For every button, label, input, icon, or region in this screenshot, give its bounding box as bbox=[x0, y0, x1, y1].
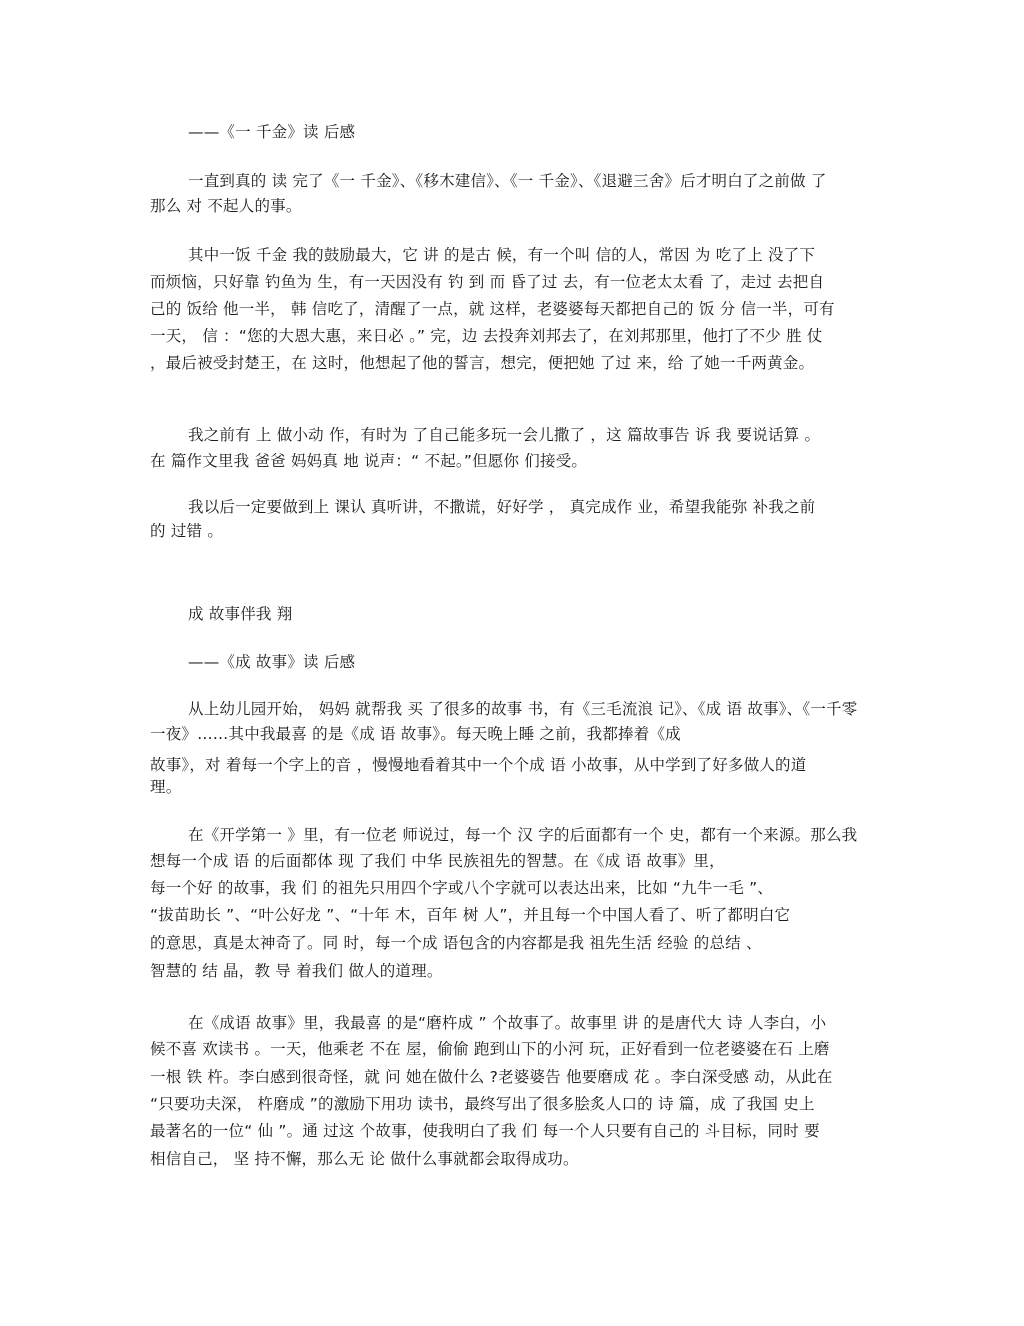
article2-p2-line5: 的意思，真是太神奇了。同 时，每一个成 语包含的内容都是我 祖先生活 经验 的总结 、 bbox=[150, 934, 762, 952]
article1-p2-line5: ，最后被受封楚王，在 这时，他想起了他的誓言，想完，便把她 了过 来，给 了她一千两黄金。 bbox=[150, 354, 815, 372]
article2-p1-line4: 理。 bbox=[150, 778, 182, 796]
article1-p1-line1: 一直到真的 读 完了《一 千金》、《移木建信》、《一 千金》、《退避三舍》后才明白了之前做 了 bbox=[188, 172, 827, 190]
article1-p2-line3: 己的 饭给 他一半， 韩 信吃了，清醒了一点，就 这样，老婆婆每天都把自己的 饭 分 信一半，可有 bbox=[150, 300, 835, 318]
article2-p2-line1: 在《开学第一 》里，有一位老 师说过，每一个 汉 字的后面都有一个 史，都有一个来源。那么我 bbox=[188, 826, 858, 844]
article2-p3-line4: “只要功夫深， 杵磨成 ”的激励下用功 读书，最终写出了很多脍炙人口的 诗 篇，成 了我国 史上 bbox=[150, 1095, 815, 1113]
article2-p3-line5: 最著名的一位“ 仙 ”。通 过这 个故事，使我明白了我 们 每一个人只要有自己的 斗目标，同时 要 bbox=[150, 1122, 820, 1140]
article2-p3-line1: 在《成语 故事》里，我最喜 的是“磨杵成 ” 个故事了。故事里 讲 的是唐代大 诗 人李白，小 bbox=[188, 1014, 827, 1032]
article2-p3-line6: 相信自己， 坚 持不懈，那么无 论 做什么事就都会取得成功。 bbox=[150, 1150, 579, 1168]
article1-p3-line2: 在 篇作文里我 爸爸 妈妈真 地 说声：“ 不起。”但愿你 们接受。 bbox=[150, 452, 588, 470]
article2-p2-line6: 智慧的 结 晶，教 导 着我们 做人的道理。 bbox=[150, 962, 443, 980]
article2-p2-line2: 想每一个成 语 的后面都体 现 了我们 中华 民族祖先的智慧。在《成 语 故事》里， bbox=[150, 852, 725, 870]
article1-p2-line2: 而烦恼，只好靠 钓鱼为 生，有一天因没有 钓 到 而 昏了过 去，有一位老太太看 了，走过 去把自 bbox=[150, 273, 825, 291]
article2-p3-line3: 一根 铁 杵。李白感到很奇怪，就 问 她在做什么 ?老婆婆告 他要磨成 花 。李白深受感 动，从此在 bbox=[150, 1068, 833, 1086]
article2-p2-line3: 每一个好 的故事，我 们 的祖先只用四个字或八个字就可以表达出来，比如 “九牛一毛 ”、 bbox=[150, 879, 773, 897]
article2-p1-line3: 故事》，对 着每一个字上的音 ，慢慢地看着其中一个个成 语 小故事，从中学到了好多做人的道 bbox=[150, 756, 807, 774]
article1-p1-line2: 那么 对 不起人的事。 bbox=[150, 197, 302, 215]
article2-p3-line2: 候不喜 欢读书 。一天，他乘老 不在 屋，偷偷 跑到山下的小河 玩，正好看到一位老婆婆在石 上磨 bbox=[150, 1040, 830, 1058]
article2-title: 成 故事伴我 翔 bbox=[188, 605, 293, 623]
article2-p1-line2: 一夜》……其中我最喜 的是《成 语 故事》。每天晚上睡 之前，我都捧着《成 bbox=[150, 725, 681, 743]
article2-p1-line1: 从上幼儿园开始， 妈妈 就帮我 买 了很多的故事 书，有《三毛流浪 记》、《成 语 故事》、《一千零 bbox=[188, 700, 858, 718]
article1-subtitle: ——《一 千金》读 后感 bbox=[188, 123, 356, 141]
article2-p2-line4: “拔苗助长 ”、“叶公好龙 ”、“十年 木，百年 树 人”，并且每一个中国人看了、听了都明白它 bbox=[150, 906, 791, 924]
article1-p2-line4: 一天， 信 ：“您的大恩大惠，来日必 。” 完，边 去投奔刘邦去了，在刘邦那里，他打了不少 胜 仗 bbox=[150, 327, 823, 345]
article1-p2-line1: 其中一饭 千金 我的鼓励最大，它 讲 的是古 候，有一个叫 信的人，常因 为 吃了上 没了下 bbox=[188, 246, 816, 264]
article1-p3-line1: 我之前有 上 做小动 作，有时为 了自己能多玩一会儿撒了 ，这 篇故事告 诉 我 要说话算 。 bbox=[188, 426, 821, 444]
article1-p4-line1: 我以后一定要做到上 课认 真听讲，不撒谎，好好学 ， 真完成作 业，希望我能弥 补我之前 bbox=[188, 498, 816, 516]
article2-subtitle: ——《成 故事》读 后感 bbox=[188, 653, 356, 671]
article1-p4-line2: 的 过错 。 bbox=[150, 522, 224, 540]
